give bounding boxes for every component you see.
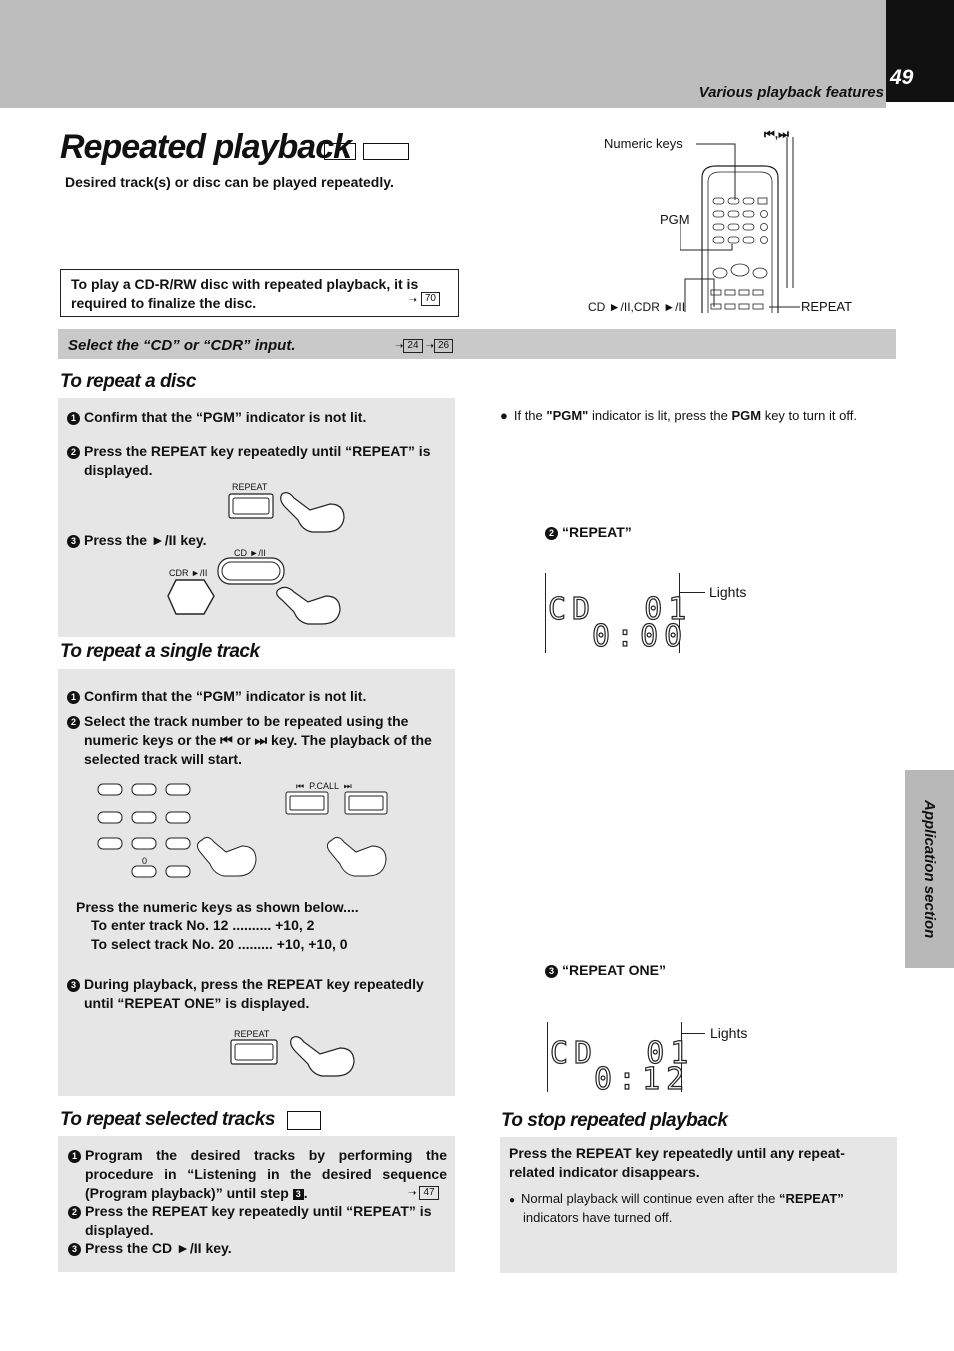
step-text: Confirm that the “PGM” indicator is not lit. xyxy=(84,409,367,425)
repeat-selected-heading: To repeat selected tracks xyxy=(60,1109,275,1130)
note-text: key to turn it off. xyxy=(764,408,857,423)
page-ref: 70 xyxy=(421,292,440,306)
finalize-note-ref: ➝ 70 xyxy=(409,289,440,310)
select-input-text: Select the “CD” or “CDR” input. xyxy=(68,337,296,354)
cd-keys-label: CD ►/II,CDR ►/II xyxy=(588,300,686,314)
note-key: PGM xyxy=(731,408,762,423)
page-subtitle: Desired track(s) or disc can be played repeatedly. xyxy=(65,174,394,190)
stop-repeat-heading: To stop repeated playback xyxy=(501,1110,728,1131)
repeat-button-label: REPEAT xyxy=(234,1029,270,1039)
display-border-left xyxy=(545,573,546,653)
repeat-button-illustration xyxy=(228,490,348,536)
display-line2: 0:00 xyxy=(592,619,689,654)
stop-repeat-instruction: Press the REPEAT key repeatedly until any repeat-related indicator disappears. xyxy=(509,1145,845,1180)
numeric-keys-label: Numeric keys xyxy=(604,136,683,151)
pgm-side-note: ● If the "PGM" indicator is lit, press the PGM key to turn it off. xyxy=(500,408,857,423)
note-bold: “REPEAT” xyxy=(779,1191,844,1206)
note-text: Normal playback will continue even after the xyxy=(521,1191,776,1206)
application-section-label: Application section xyxy=(921,799,938,939)
numeric-keypad-illustration xyxy=(96,780,396,884)
display-line1: CD 01 xyxy=(548,592,693,627)
page-ref: 24 xyxy=(403,339,422,353)
finalize-note-box xyxy=(60,269,459,317)
repeat-label: REPEAT xyxy=(801,299,853,314)
step-text: During playback, press the REPEAT key repeatedly until “REPEAT ONE” is displayed. xyxy=(84,976,424,1011)
section-heading: Various playback features xyxy=(698,84,884,101)
display-border-left xyxy=(547,1022,548,1092)
cd-source-box xyxy=(324,143,356,160)
repeat-button-label: REPEAT xyxy=(232,482,268,492)
page-number: 49 xyxy=(890,66,914,89)
step-text: Press the CD ►/II key. xyxy=(85,1240,232,1256)
repeat-track-heading: To repeat a single track xyxy=(60,641,260,662)
display-caption-repeat-one: 3 “REPEAT ONE” xyxy=(545,961,666,980)
pcall-label: ⏮ P.CALL ⏭ xyxy=(296,781,352,791)
note-text: indicator is lit, press the xyxy=(591,408,728,423)
step-text: Press the REPEAT key repeatedly until “REPEAT” is displayed. xyxy=(84,443,431,478)
repeat-track-step1: 1 Confirm that the “PGM” indicator is not lit. xyxy=(67,687,447,706)
step-text: Program the desired tracks by performing the procedure in “Listening in the desired sequence (Program playback)” until step xyxy=(85,1147,447,1201)
finalize-note-text: To play a CD-R/RW disc with repeated playback, it is required to finalize the disc. xyxy=(71,276,419,311)
display-line1: CD 01 xyxy=(550,1036,695,1071)
repeat-disc-heading: To repeat a disc xyxy=(60,371,196,392)
repeat-selected-step2: 2 Press the REPEAT key repeatedly until “REPEAT” is displayed. xyxy=(68,1202,447,1240)
cdr-play-button-label: CDR ►/II xyxy=(169,568,208,578)
repeat-disc-step2: 2 Press the REPEAT key repeatedly until “REPEAT” is displayed. xyxy=(67,442,447,480)
step-number: 3 xyxy=(293,1189,304,1200)
cd-source-box xyxy=(287,1111,321,1130)
zero-key-label: 0 xyxy=(142,856,148,866)
remote-control-illustration xyxy=(680,130,810,320)
program-ref: ➝ 47 xyxy=(408,1186,439,1200)
cd-play-button-illustration xyxy=(166,556,346,626)
example-line1: To enter track No. 12 .......... +10, 2 xyxy=(91,917,315,933)
step-text: Confirm that the “PGM” indicator is not lit. xyxy=(84,688,367,704)
repeat-selected-step3: 3 Press the CD ►/II key. xyxy=(68,1239,232,1258)
repeat-track-step2: 2 Select the track number to be repeated using the numeric keys or the ⏮ or ⏭ key. The playback of the selected track will start. xyxy=(67,712,447,769)
numeric-intro: Press the numeric keys as shown below.... xyxy=(76,899,359,915)
select-input-refs: ➝ 24 ➝ 26 xyxy=(395,339,453,353)
example-line2: To select track No. 20 ......... +10, +10, 0 xyxy=(91,936,348,952)
page-title: Repeated playback xyxy=(60,128,352,166)
caption-text: “REPEAT ONE” xyxy=(562,962,666,978)
display-line2: 0:12 xyxy=(594,1062,691,1097)
caption-text: “REPEAT” xyxy=(562,524,632,540)
step-text: Press the ►/II key. xyxy=(84,532,207,548)
page-ref: 47 xyxy=(419,1186,438,1200)
pgm-label: PGM xyxy=(660,212,690,227)
note-text: indicators have turned off. xyxy=(523,1210,673,1225)
note-text: If the xyxy=(513,408,543,423)
repeat-selected-step1: 1 Program the desired tracks by performing the procedure in “Listening in the desired sequence (Program playback)” until step 3 . xyxy=(68,1146,447,1203)
step-text: Select the track number to be repeated using the numeric keys or the ⏮ or ⏭ key. The playback of the selected track will start. xyxy=(84,713,432,767)
stop-repeat-note: ● Normal playback will continue even after the “REPEAT” indicators have turned off. xyxy=(509,1191,844,1225)
repeat-track-step3: 3 During playback, press the REPEAT key repeatedly until “REPEAT ONE” is displayed. xyxy=(67,975,447,1013)
repeat-disc-step1: 1 Confirm that the “PGM” indicator is not lit. xyxy=(67,408,447,427)
lights-label: Lights xyxy=(710,1025,748,1041)
skip-keys-label: ⏮,⏭ xyxy=(764,127,789,141)
repeat-button-illustration xyxy=(230,1036,360,1082)
lights-leader xyxy=(681,1033,705,1034)
repeat-disc-step3: 3 Press the ►/II key. xyxy=(67,531,207,550)
page-ref: 26 xyxy=(434,339,453,353)
step-text: Press the REPEAT key repeatedly until “REPEAT” is displayed. xyxy=(85,1203,432,1238)
cd-play-button-label: CD ►/II xyxy=(234,548,266,558)
lights-label: Lights xyxy=(709,584,747,600)
display-caption-repeat: 2 “REPEAT” xyxy=(545,523,632,542)
note-pgm: "PGM" xyxy=(546,408,589,423)
cdr-source-box xyxy=(363,143,409,160)
